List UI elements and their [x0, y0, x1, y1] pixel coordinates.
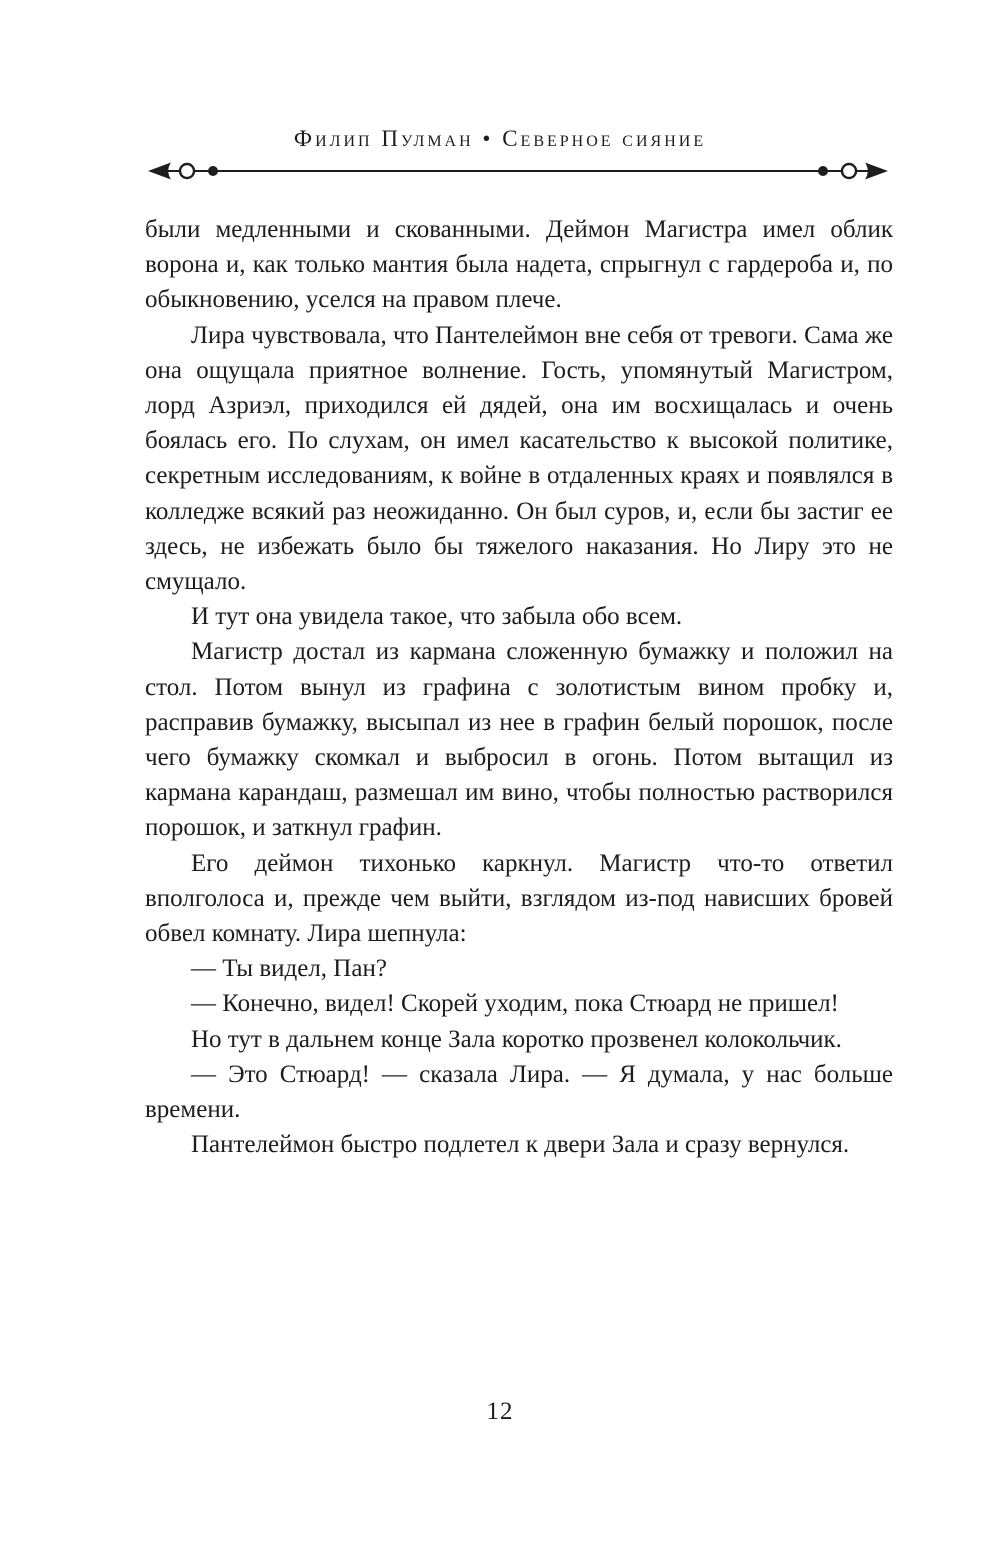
paragraph: Магистр достал из кармана сложенную бумажку и положил на стол. Потом вынул из графина с золотистым вином пробку и, расправив бумажку, высыпал из нее в графин белый порошок, после чего бумажку скомкал и выбросил в огонь. Потом вытащил из кармана карандаш, размешал им вино, чтобы полностью растворился порошок, и заткнул графин.: [145, 638, 893, 842]
left-circle-icon: [180, 164, 194, 178]
running-head: Филип Пулман • Северное сияние: [293, 126, 707, 151]
paragraph: Его деймон тихонько каркнул. Магистр что-то ответил вполголоса и, прежде чем выйти, взглядом из-под нависших бровей обвел комнату. Лира шепнула:: [145, 849, 893, 948]
ornamental-divider: [147, 160, 889, 182]
left-dot-icon: [208, 166, 218, 176]
paragraph: Пантелеймон быстро подлетел к двери Зала и сразу вернулся.: [191, 1131, 850, 1159]
page-number: 12: [486, 1398, 514, 1425]
left-arrow-icon: [148, 163, 171, 180]
right-arrow-icon: [865, 163, 888, 180]
paragraph: — Конечно, видел! Скорей уходим, пока Стюард не пришел!: [191, 990, 839, 1018]
body-text: [145, 212, 893, 1162]
paragraph: И тут она увидела такое, что забыла обо всем.: [191, 603, 683, 631]
right-circle-icon: [842, 164, 856, 178]
paragraph: Лира чувствовала, что Пантелеймон вне себя от тревоги. Сама же она ощущала приятное волнение. Гость, упомянутый Магистром, лорд Азриэл, приходился ей дядей, она им восхищалась и очень боялась его. По слухам, он имел касательство к высокой политике, секретным исследованиям, к войне в отдаленных краях и появлялся в колледже всякий раз неожиданно. Он был суров, и, если бы застиг ее здесь, не избежать было бы тяжелого наказания. Но Лиру это не смущало.: [145, 321, 893, 596]
paragraph: — Это Стюард! — сказала Лира. — Я думала, у нас больше времени.: [145, 1060, 893, 1124]
paragraph: — Ты видел, Пан?: [191, 955, 387, 983]
paragraph: были медленными и скованными. Деймон Магистра имел облик ворона и, как только мантия была надета, спрыгнул с гардероба и, по обыкновению, уселся на правом плече.: [145, 216, 893, 314]
paragraph: Но тут в дальнем конце Зала коротко прозвенел колокольчик.: [191, 1025, 842, 1053]
right-dot-icon: [818, 166, 828, 176]
